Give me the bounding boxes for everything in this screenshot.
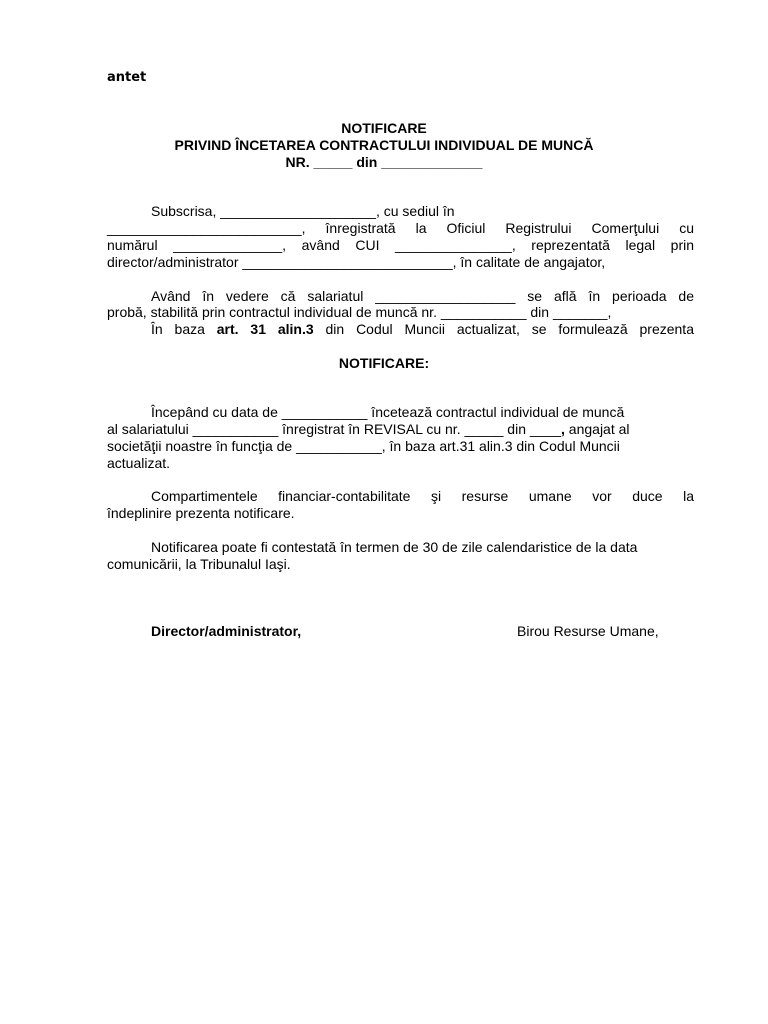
paragraph5-line2: comunicării, la Tribunalul Iaşi. [107,556,291,572]
letterhead-placeholder: antet [107,70,147,85]
document-title: NOTIFICARE [341,120,427,136]
paragraph3-line2: al salariatului ___________ înregistrat în REVISAL cu nr. _____ din ____, angajat al [107,421,630,437]
paragraph2-line3: În baza art. 31 alin.3 din Codul Muncii actualizat, se formulează prezenta [151,321,694,337]
paragraph1-line4: director/administrator ___________________________, în calitate de angajator, [107,254,606,270]
paragraph3-line3: societăţii noastre în funcţia de ___________, în baza art.31 alin.3 din Codul Muncii [107,438,620,454]
paragraph3-line4: actualizat. [107,455,171,471]
document-subtitle: PRIVIND ÎNCETAREA CONTRACTULUI INDIVIDUAL DE MUNCĂ [174,137,594,153]
signature-director: Director/administrator, [151,623,302,639]
paragraph3-line1: Începând cu data de ___________ încetează contractul individual de muncă [151,404,625,420]
signature-hr-office: Birou Resurse Umane, [517,623,659,639]
paragraph1-line1: Subscrisa, ____________________, cu sediul în [151,203,455,219]
notificare-heading: NOTIFICARE: [338,355,430,371]
paragraph2-line2: probă, stabilită prin contractul individual de muncă nr. ___________ din _______, [107,304,612,320]
paragraph5-line1: Notificarea poate fi contestată în termen de 30 de zile calendaristice de la data [151,539,638,555]
paragraph1-line3: numărul ______________, având CUI _______________, reprezentată legal prin [107,237,694,253]
document-number-line: NR. _____ din _____________ [285,154,483,170]
paragraph4-line1: Compartimentele financiar-contabilitate şi resurse umane vor duce la [151,488,694,504]
paragraph4-line2: îndeplinire prezenta notificare. [107,505,295,521]
paragraph2-line1: Având în vedere că salariatul __________________ se află în perioada de [151,288,694,304]
paragraph1-line2: _________________________, înregistrată la Oficiul Registrului Comerţului cu [107,220,694,236]
